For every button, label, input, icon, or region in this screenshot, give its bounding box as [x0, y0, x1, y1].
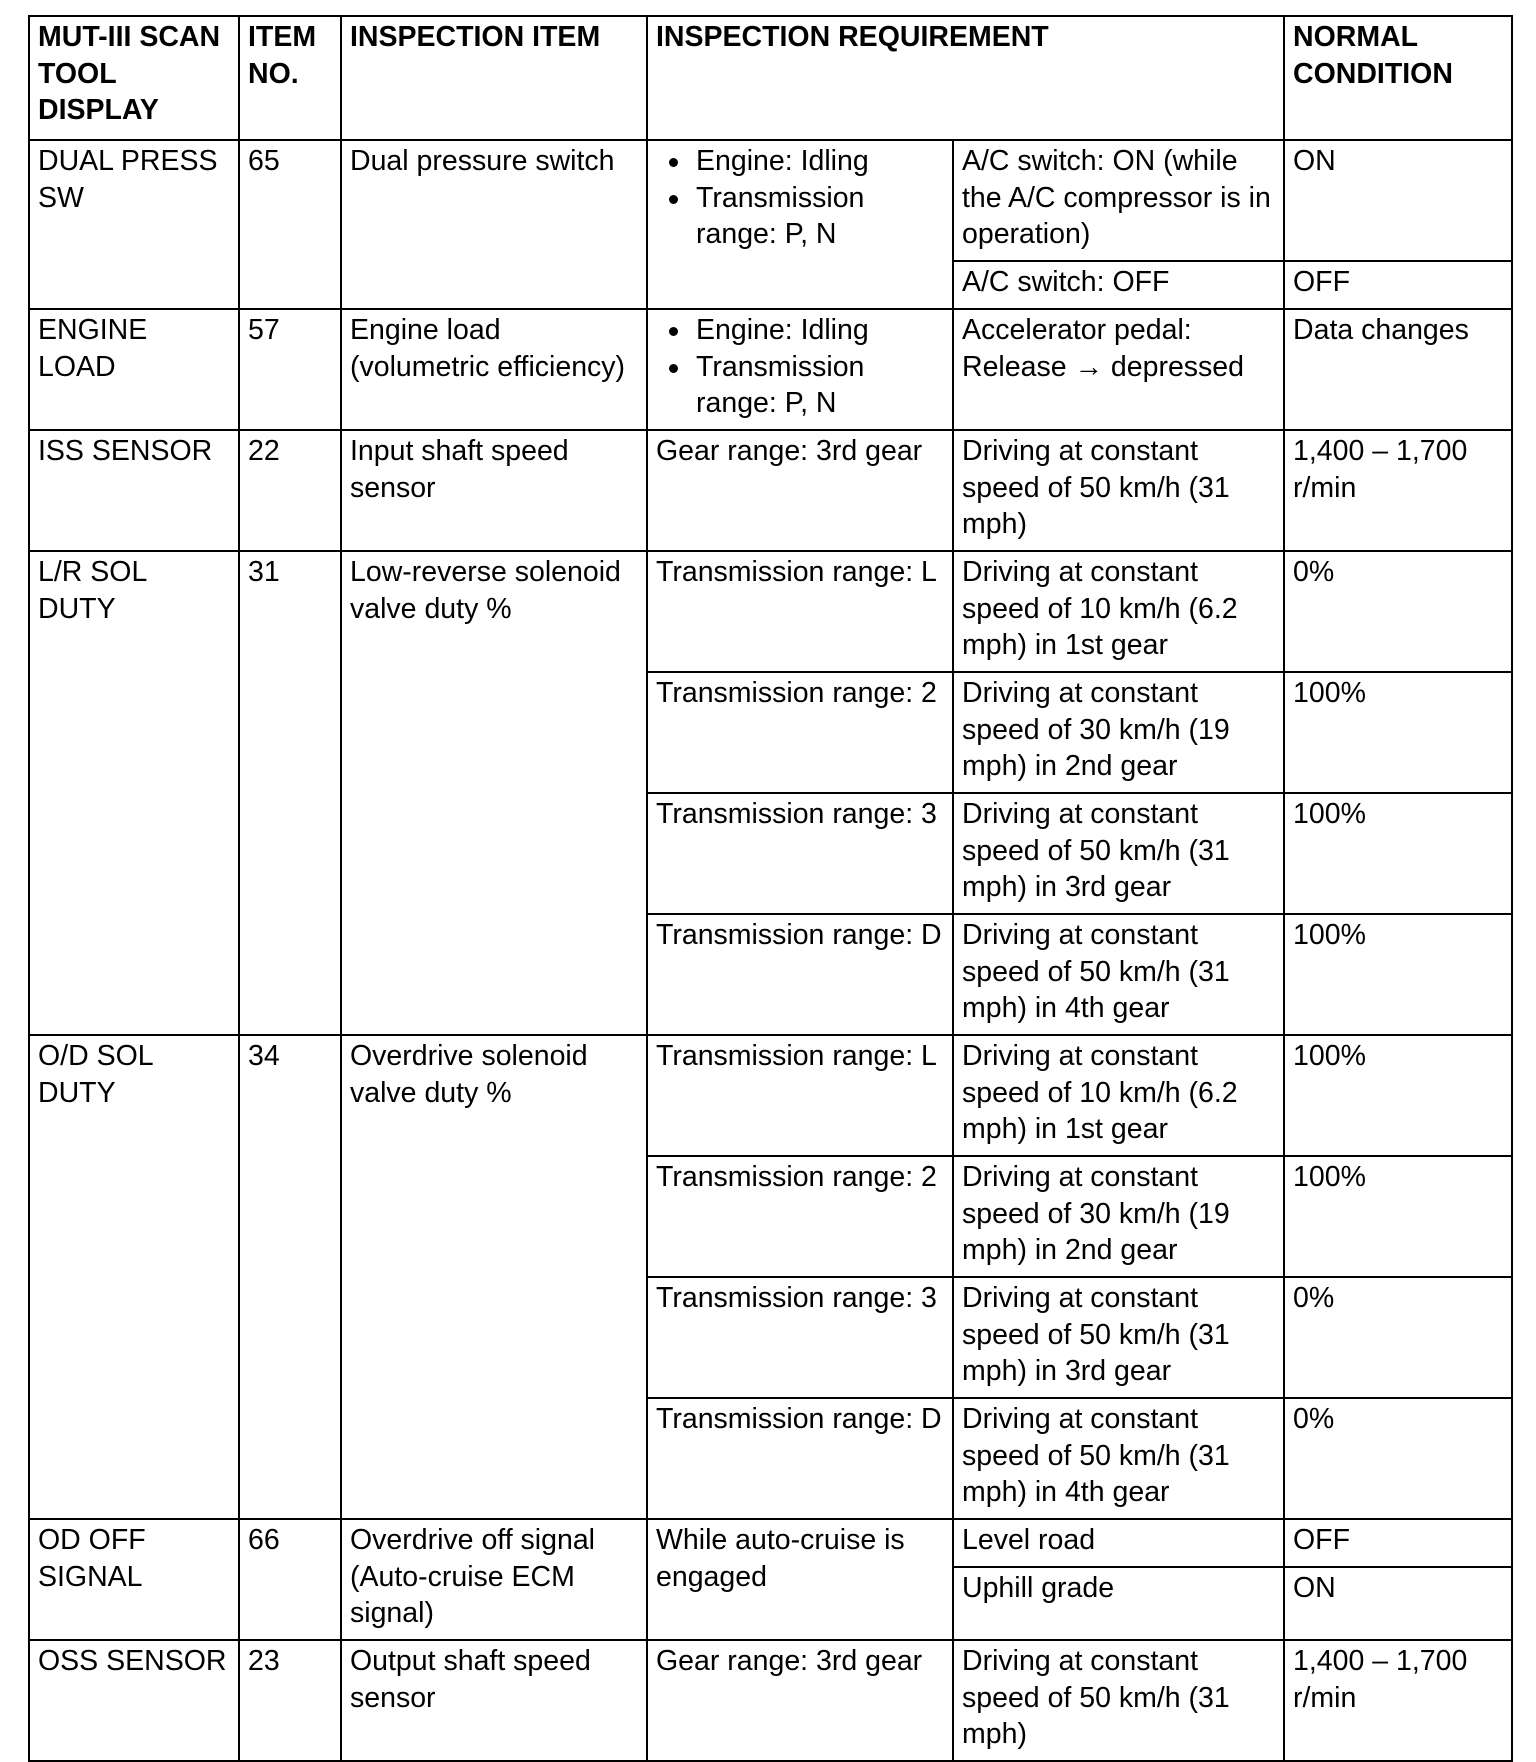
bullet-item: Engine: Idling [656, 143, 944, 180]
item-no-cell: 66 [239, 1519, 341, 1640]
inspection-item-cell: Overdrive off signal (Auto-cruise ECM signal) [341, 1519, 647, 1640]
normal-cell: Data changes [1284, 309, 1512, 430]
inspection-item-cell: Low-reverse solenoid valve duty % [341, 551, 647, 1035]
display-cell: OSS SENSOR [29, 1640, 239, 1761]
normal-cell: 0% [1284, 1277, 1512, 1398]
item-no-cell: 34 [239, 1035, 341, 1519]
requirement-cell: Transmission range: 2 [647, 672, 953, 793]
condition-cell: Accelerator pedal: Release → depressed [953, 309, 1284, 430]
requirement-bullets [656, 143, 944, 253]
condition-cell: A/C switch: ON (while the A/C compressor is in operation) [953, 140, 1284, 261]
header-inspection-item: INSPECTION ITEM [341, 16, 647, 140]
condition-cell: Driving at constant speed of 50 km/h (31 mph) in 3rd gear [953, 1277, 1284, 1398]
normal-cell: 100% [1284, 914, 1512, 1035]
table-row [29, 1519, 1512, 1567]
requirement-cell: Transmission range: 3 [647, 793, 953, 914]
item-no-cell: 22 [239, 430, 341, 551]
table-header-row [29, 16, 1512, 140]
table-row [29, 309, 1512, 430]
condition-cell: Driving at constant speed of 50 km/h (31 mph) in 4th gear [953, 914, 1284, 1035]
normal-cell: 100% [1284, 1156, 1512, 1277]
requirement-cell [647, 140, 953, 309]
normal-cell: 1,400 – 1,700 r/min [1284, 430, 1512, 551]
item-no-cell: 57 [239, 309, 341, 430]
table-row [29, 430, 1512, 551]
table-row [29, 551, 1512, 672]
condition-cell: Driving at constant speed of 10 km/h (6.2 mph) in 1st gear [953, 551, 1284, 672]
inspection-item-cell: Engine load (volumetric efficiency) [341, 309, 647, 430]
requirement-cell: Transmission range: 3 [647, 1277, 953, 1398]
display-cell: DUAL PRESS SW [29, 140, 239, 309]
item-no-cell: 23 [239, 1640, 341, 1761]
normal-cell: 100% [1284, 672, 1512, 793]
inspection-item-cell: Input shaft speed sensor [341, 430, 647, 551]
normal-cell: 100% [1284, 793, 1512, 914]
display-cell: OD OFF SIGNAL [29, 1519, 239, 1640]
condition-cell: Uphill grade [953, 1567, 1284, 1640]
condition-cell: Driving at constant speed of 50 km/h (31 mph) [953, 1640, 1284, 1761]
condition-cell: Level road [953, 1519, 1284, 1567]
inspection-item-cell: Output shaft speed sensor [341, 1640, 647, 1761]
normal-cell: OFF [1284, 1519, 1512, 1567]
item-no-cell: 31 [239, 551, 341, 1035]
table-row [29, 140, 1512, 261]
header-scan-tool-display: MUT-III SCAN TOOL DISPLAY [29, 16, 239, 140]
normal-cell: OFF [1284, 261, 1512, 309]
inspection-table [28, 15, 1513, 1762]
requirement-cell: Gear range: 3rd gear [647, 430, 953, 551]
requirement-cell: Transmission range: L [647, 551, 953, 672]
table-row [29, 1035, 1512, 1156]
normal-cell: ON [1284, 140, 1512, 261]
requirement-bullets [656, 312, 944, 422]
condition-cell: Driving at constant speed of 10 km/h (6.2 mph) in 1st gear [953, 1035, 1284, 1156]
table-row [29, 1640, 1512, 1761]
condition-cell: Driving at constant speed of 50 km/h (31 mph) [953, 430, 1284, 551]
condition-cell: Driving at constant speed of 30 km/h (19 mph) in 2nd gear [953, 672, 1284, 793]
normal-cell: 0% [1284, 551, 1512, 672]
requirement-cell: Gear range: 3rd gear [647, 1640, 953, 1761]
condition-cell: A/C switch: OFF [953, 261, 1284, 309]
requirement-cell: Transmission range: D [647, 914, 953, 1035]
requirement-cell: While auto-cruise is engaged [647, 1519, 953, 1640]
display-cell: O/D SOL DUTY [29, 1035, 239, 1519]
normal-cell: ON [1284, 1567, 1512, 1640]
requirement-cell: Transmission range: 2 [647, 1156, 953, 1277]
header-normal-condition: NORMAL CONDITION [1284, 16, 1512, 140]
requirement-cell: Transmission range: D [647, 1398, 953, 1519]
display-cell: L/R SOL DUTY [29, 551, 239, 1035]
normal-cell: 1,400 – 1,700 r/min [1284, 1640, 1512, 1761]
normal-cell: 100% [1284, 1035, 1512, 1156]
display-cell: ISS SENSOR [29, 430, 239, 551]
inspection-item-cell: Dual pressure switch [341, 140, 647, 309]
normal-cell: 0% [1284, 1398, 1512, 1519]
requirement-cell [647, 309, 953, 430]
bullet-item: Transmission range: P, N [656, 180, 944, 253]
condition-cell: Driving at constant speed of 50 km/h (31 mph) in 3rd gear [953, 793, 1284, 914]
display-cell: ENGINE LOAD [29, 309, 239, 430]
condition-cell: Driving at constant speed of 50 km/h (31 mph) in 4th gear [953, 1398, 1284, 1519]
condition-cell: Driving at constant speed of 30 km/h (19 mph) in 2nd gear [953, 1156, 1284, 1277]
bullet-item: Engine: Idling [656, 312, 944, 349]
bullet-item: Transmission range: P, N [656, 349, 944, 422]
item-no-cell: 65 [239, 140, 341, 309]
inspection-item-cell: Overdrive solenoid valve duty % [341, 1035, 647, 1519]
requirement-cell: Transmission range: L [647, 1035, 953, 1156]
header-item-no: ITEM NO. [239, 16, 341, 140]
header-inspection-requirement: INSPECTION REQUIREMENT [647, 16, 1284, 140]
